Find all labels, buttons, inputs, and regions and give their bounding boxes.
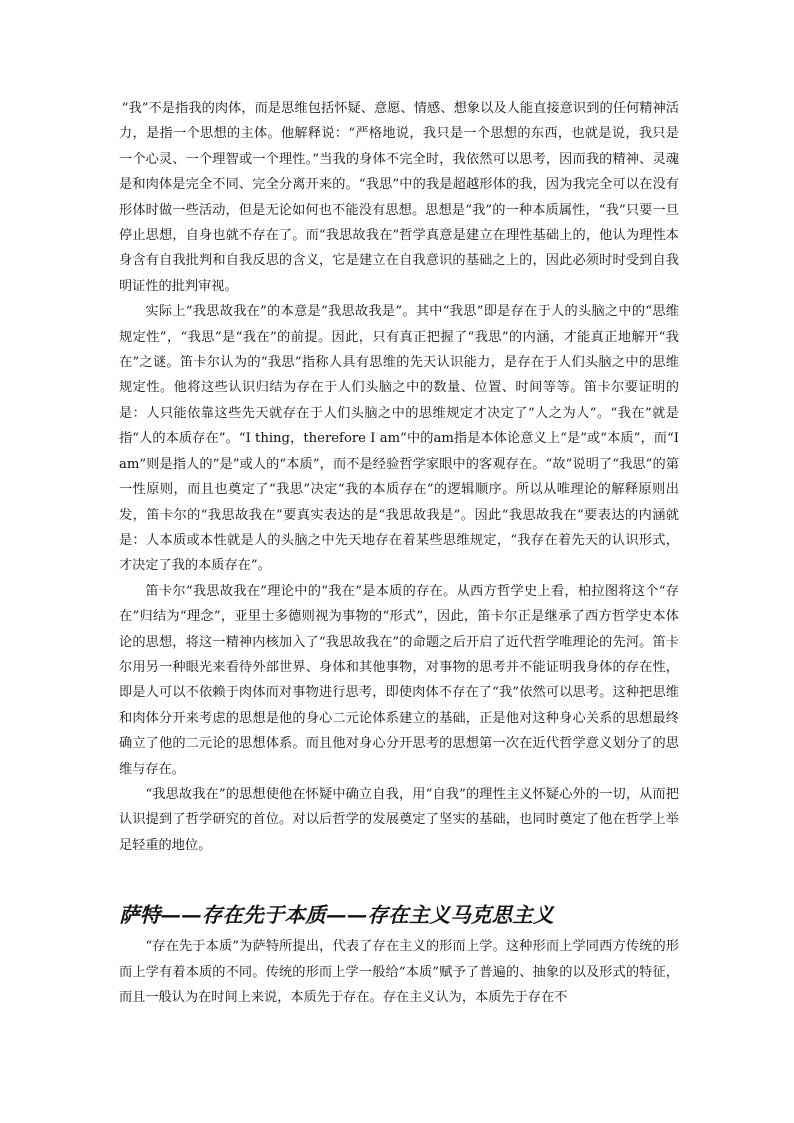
- section-heading: 萨特——存在先于本质——存在主义马克思主义: [119, 903, 554, 928]
- paragraph-1: “我”不是指我的肉体，而是思维包括怀疑、意愿、情感、想象以及人能直接意识到的任何精神活力，是指一个思想的主体。他解释说：“严格地说，我只是一个思想的东西，也就是说，我只是一个心灵、一个理智或一个理性。”当我的身体不完全时，我依然可以思考，因而我的精神、灵魂是和肉体是完全不同、完全分离开来的。“我思”中的我是超越形体的我，因为我完全可以在没有形体时做一些活动，但是无论如何也不能没有思想。思想是“我”的一种本质属性，“我”只要一旦停止思想，自身也就不存在了。而“我思故我在”哲学真意是建立在理性基础上的，他认为理性本身含有自我批判和自我反思的含义，它是建立在自我意识的基础之上的，因此必须时时受到自我明证性的批判审视。: [119, 101, 679, 294]
- section-paragraph: “存在先于本质”为萨特所提出，代表了存在主义的形而上学。这种形而上学同西方传统的形而上学有着本质的不同。传统的形而上学一般给“本质”赋予了普遍的、抽象的以及形式的特征，而且一般认为在时间上来说，本质先于存在。存在主义认为，本质先于存在不: [119, 939, 679, 1005]
- paragraph-4: “我思故我在”的思想使他在怀疑中确立自我，用“自我”的理性主义怀疑心外的一切，从而把认识提到了哲学研究的首位。对以后哲学的发展奠定了坚实的基础，也同时奠定了他在哲学上举足轻重的地位。: [119, 786, 679, 853]
- document-page: [119, 96, 679, 1010]
- paragraph-3: 笛卡尔“我思故我在”理论中的“我在”是本质的存在。从西方哲学史上看，柏拉图将这个“存在”归结为“理念”，亚里士多德则视为事物的“形式”，因此，笛卡尔正是继承了西方哲学史本体论的思想，将这一精神内核加入了“我思故我在”的命题之后开启了近代哲学唯理论的先河。笛卡尔用另一种眼光来看待外部世界、身体和其他事物，对事物的思考并不能证明我身体的存在性，即是人可以不依赖于肉体而对事物进行思考，即使肉体不存在了“我”依然可以思考。这种把思维和肉体分开来考虑的思想是他的身心二元论体系建立的基础，正是他对这种身心关系的思想最终确立了他的二元论的思想体系。而且他对身心分开思考的思想第一次在近代哲学意义划分了的思维与存在。: [119, 583, 679, 777]
- paragraph-2: 实际上“我思故我在”的本意是“我思故我是”。其中“我思”即是存在于人的头脑之中的“思维规定性”，“我思”是“我在”的前提。因此，只有真正把握了“我思”的内涵，才能真正地解开“我在”之谜。笛卡尔认为的“我思”指称人具有思维的先天认识能力，是存在于人们头脑之中的思维规定性。他将这些认识归结为存在于人们头脑之中的数量、位置、时间等等。笛卡尔要证明的是：人只能依靠这些先天就存在于人们头脑之中的思维规定才决定了“人之为人”。“我在”就是指“人的本质存在”。“I thing，therefore I am”中的am指是本体论意义上“是”或“本质”，而“I am”则是指人的“是”或人的“本质”，而不是经验哲学家眼中的客观存在。“故”说明了“我思”的第一性原则，而且也奠定了“我思”决定“我的本质存在”的逻辑顺序。所以从唯理论的解释原则出发，笛卡尔的“我思故我在”要真实表达的是“我思故我是”。因此“我思故我在”要表达的内涵就是：人本质或本性就是人的头脑之中先天地存在着某些思维规定，“我存在着先天的认识形式，才决定了我的本质存在”。: [119, 304, 679, 574]
